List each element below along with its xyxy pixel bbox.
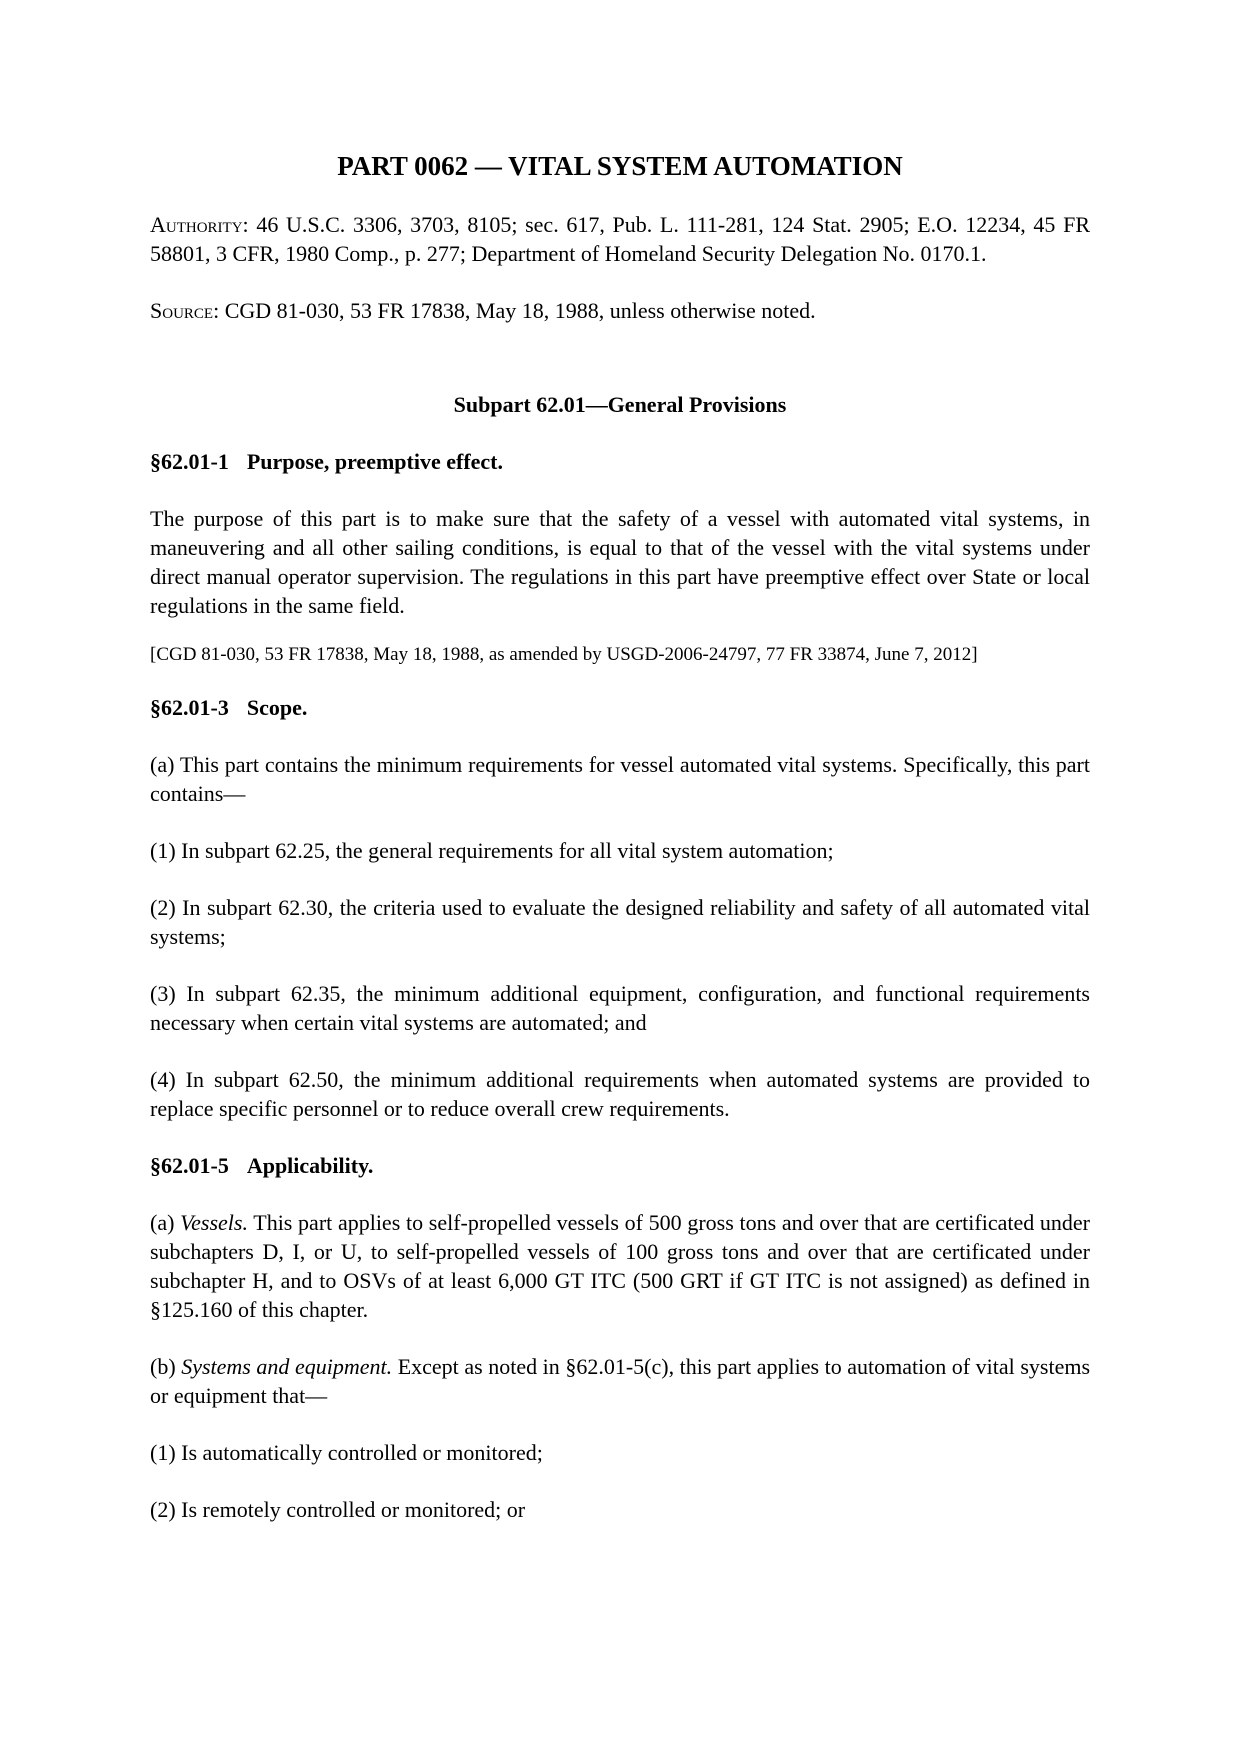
list-item-1: (1) In subpart 62.25, the general requirements for all vital system automation;: [150, 838, 834, 863]
paragraph-a: (a) This part contains the minimum requirements for vessel automated vital systems. Specifically, this part contains—: [150, 752, 1090, 806]
source-text: CGD 81-030, 53 FR 17838, May 18, 1988, unless otherwise noted.: [224, 298, 816, 323]
list-item-1: (1) Is automatically controlled or monitored;: [150, 1440, 543, 1465]
list-item-2: (2) Is remotely controlled or monitored; or: [150, 1497, 526, 1522]
section-heading-62-01-1: [150, 447, 1090, 476]
source-label: Source: [150, 298, 214, 323]
amendment-citation: [CGD 81-030, 53 FR 17838, May 18, 1988, as amended by USGD-2006-24797, 77 FR 33874, June 7, 2012]: [150, 644, 978, 665]
section-number: §62.01-3: [150, 695, 229, 720]
section-number: §62.01-1: [150, 449, 229, 474]
authority-paragraph: Authority: 46 U.S.C. 3306, 3703, 8105; sec. 617, Pub. L. 111-281, 124 Stat. 2905; E.O. 12234, 45 FR 58801, 3 CFR, 1980 Comp., p. 277; Department of Homeland Security Delegation No. 0170.1.: [150, 212, 1090, 266]
paragraph-heading: Systems and equipment.: [181, 1354, 393, 1379]
authority-label: Authority: [150, 212, 243, 237]
paragraph-text: This part applies to self-propelled vessels of 500 gross tons and over that are certificated under subchapters D, I, or U, to self-propelled vessels of 100 gross tons and over that are certificated under subchapter H, and to OSVs of at least 6,000 GT ITC (500 GRT if GT ITC is not assigned) as defined in §125.160 of this chapter.: [150, 1210, 1091, 1322]
list-item-2: (2) In subpart 62.30, the criteria used to evaluate the designed reliability and safety of all automated vital systems;: [150, 895, 1090, 949]
section-heading-62-01-5: [150, 1151, 1090, 1180]
list-item-4: (4) In subpart 62.50, the minimum additional requirements when automated systems are provided to replace specific personnel or to reduce overall crew requirements.: [150, 1067, 1090, 1121]
subpart-heading: Subpart 62.01—General Provisions: [453, 392, 787, 417]
section-title: Purpose, preemptive effect.: [246, 449, 503, 474]
list-item-3: (3) In subpart 62.35, the minimum additional equipment, configuration, and functional requirements necessary when certain vital systems are automated; and: [150, 981, 1090, 1035]
paragraph-prefix: (b): [150, 1354, 176, 1379]
document-body: [150, 150, 1090, 1552]
paragraph-a: [150, 1208, 1090, 1324]
paragraph-heading: Vessels.: [180, 1210, 248, 1235]
section-title: Applicability.: [246, 1153, 374, 1178]
section-paragraph: The purpose of this part is to make sure that the safety of a vessel with automated vital systems, in maneuvering and all other sailing conditions, is equal to that of the vessel with the vital systems under direct manual operator supervision. The regulations in this part have preemptive effect over State or local regulations in the same field.: [150, 506, 1090, 618]
paragraph-prefix: (a): [150, 1210, 175, 1235]
paragraph-text: Except as noted in §62.01-5(c), this part applies to automation of vital systems or equipment that—: [150, 1354, 1091, 1408]
section-heading-62-01-3: [150, 693, 1090, 722]
section-title: Scope.: [246, 695, 308, 720]
source-paragraph: Source: CGD 81-030, 53 FR 17838, May 18, 1988, unless otherwise noted.: [150, 298, 816, 323]
part-title: PART 0062 — VITAL SYSTEM AUTOMATION: [337, 151, 903, 181]
paragraph-b: [150, 1352, 1090, 1410]
section-number: §62.01-5: [150, 1153, 229, 1178]
authority-text: 46 U.S.C. 3306, 3703, 8105; sec. 617, Pub. L. 111-281, 124 Stat. 2905; E.O. 12234, 45 FR 58801, 3 CFR, 1980 Comp., p. 277; Department of Homeland Security Delegation No. 0170.1.: [150, 212, 1090, 266]
